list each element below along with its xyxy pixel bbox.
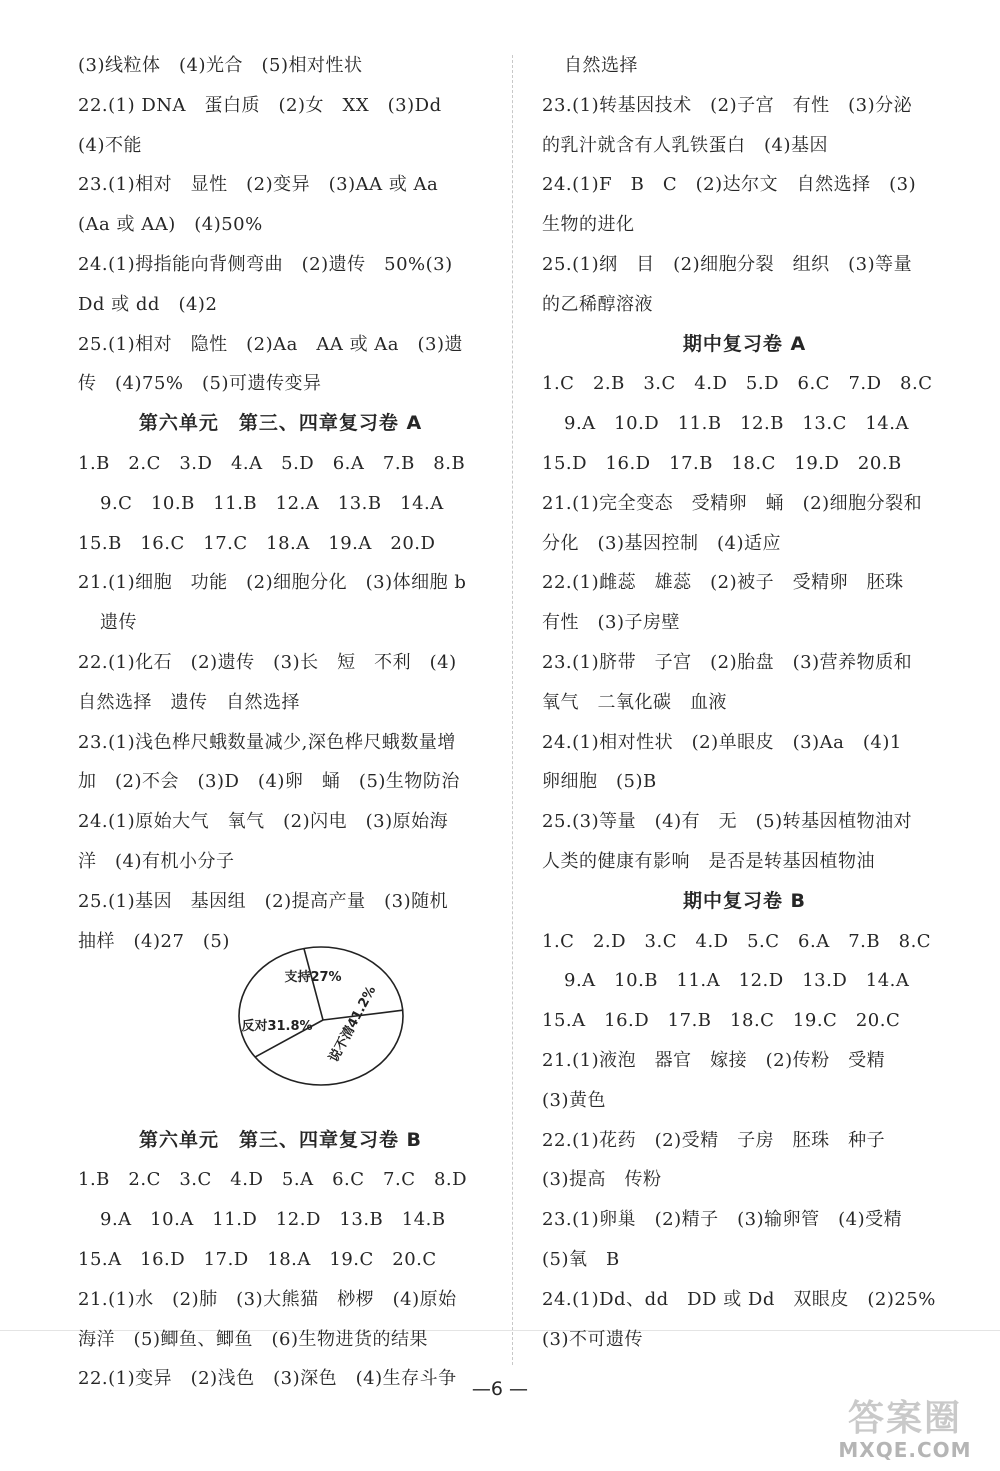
left-answer-line: 抽样 (4)27 (5): [78, 930, 230, 952]
left-answer-line: 21.(1)细胞 功能 (2)细胞分化 (3)体细胞 b: [78, 572, 467, 594]
left-answer-line: 23.(1)相对 显性 (2)变异 (3)AA 或 Aa: [78, 174, 439, 196]
survey-pie-chart: [236, 945, 406, 1087]
page-number: —6 —: [471, 1378, 529, 1400]
right-answer-line: 25.(3)等量 (4)有 无 (5)转基因植物油对: [542, 811, 913, 833]
left-answer-line: 自然选择 遗传 自然选择: [78, 691, 300, 713]
right-answer-line: 卵细胞 (5)B: [542, 771, 657, 793]
right-answer-line: 分化 (3)基因控制 (4)适应: [542, 532, 781, 554]
watermark-logo-text: 答案圈: [847, 1398, 962, 1439]
left-answer-line: Dd 或 dd (4)2: [78, 293, 218, 315]
right-answer-line: 生物的进化: [542, 214, 635, 236]
right-answer-line: 15.A 16.D 17.B 18.C 19.C 20.C: [542, 1010, 901, 1032]
site-watermark: [815, 1400, 995, 1470]
right-answer-line: 24.(1)F B C (2)达尔文 自然选择 (3): [542, 174, 917, 196]
left-answer-line: (4)不能: [78, 134, 142, 156]
right-answer-column: [542, 46, 947, 1359]
left-answer-line: 传 (4)75% (5)可遗传变异: [78, 373, 322, 395]
left-answer-line: 洋 (4)有机小分子: [78, 850, 235, 872]
pie-slice-label: 反对31.8%: [241, 1019, 313, 1034]
right-answer-line: 23.(1)脐带 子宫 (2)胎盘 (3)营养物质和: [542, 651, 913, 673]
left-answer-line: 1.B 2.C 3.D 4.A 5.D 6.A 7.B 8.B: [78, 452, 466, 474]
pie-slice-label: 支持27%: [284, 970, 342, 985]
left-answer-line: 23.(1)浅色桦尺蛾数量减少,深色桦尺蛾数量增: [78, 731, 456, 753]
left-answer-line: 22.(1) DNA 蛋白质 (2)女 XX (3)Dd: [78, 94, 442, 116]
pie-outline: [239, 947, 403, 1085]
left-section-heading: 第六单元 第三、四章复习卷 B: [138, 1128, 423, 1151]
right-answer-line: 22.(1)雌蕊 雄蕊 (2)被子 受精卵 胚珠: [542, 572, 904, 594]
right-section-heading: 期中复习卷 B: [682, 889, 807, 912]
right-answer-line: 有性 (3)子房壁: [542, 612, 680, 634]
right-answer-line: 23.(1)转基因技术 (2)子宫 有性 (3)分泌: [542, 94, 913, 116]
left-answer-line: (Aa 或 AA) (4)50%: [78, 214, 263, 236]
right-answer-line: (3)黄色: [542, 1089, 606, 1111]
right-section-heading: 期中复习卷 A: [682, 332, 807, 355]
left-answer-line: 1.B 2.C 3.C 4.D 5.A 6.C 7.C 8.D: [78, 1169, 468, 1191]
left-answer-line: 遗传: [100, 612, 137, 634]
left-answer-line: 25.(1)基因 基因组 (2)提高产量 (3)随机: [78, 890, 449, 912]
left-answer-line: 24.(1)拇指能向背侧弯曲 (2)遗传 50%(3): [78, 253, 453, 275]
watermark-url: MXQE.COM: [838, 1438, 972, 1462]
right-answer-line: 22.(1)花药 (2)受精 子房 胚珠 种子: [542, 1129, 886, 1151]
left-answer-line: 9.C 10.B 11.B 12.A 13.B 14.A: [100, 492, 444, 514]
left-section-heading: 第六单元 第三、四章复习卷 A: [138, 412, 423, 435]
right-answer-line: (5)氧 B: [542, 1248, 620, 1270]
left-answer-line: 24.(1)原始大气 氧气 (2)闪电 (3)原始海: [78, 811, 449, 833]
right-answer-line: 25.(1)纲 目 (2)细胞分裂 组织 (3)等量: [542, 253, 913, 275]
right-answer-line: 自然选择: [564, 55, 638, 76]
right-answer-line: 9.A 10.D 11.B 12.B 13.C 14.A: [564, 413, 909, 435]
left-answer-line: 21.(1)水 (2)肺 (3)大熊猫 桫椤 (4)原始: [78, 1288, 457, 1310]
right-answer-line: (3)不可遗传: [542, 1328, 643, 1350]
pie-slice-label: 说不清41.2%: [326, 983, 380, 1066]
right-answer-line: 21.(1)完全变态 受精卵 蛹 (2)细胞分裂和: [542, 492, 923, 514]
right-answer-line: 氧气 二氧化碳 血液: [542, 691, 727, 713]
left-answer-line: 25.(1)相对 隐性 (2)Aa AA 或 Aa (3)遗: [78, 333, 464, 355]
right-answer-line: 21.(1)液泡 器官 嫁接 (2)传粉 受精: [542, 1049, 886, 1071]
left-answer-line: 加 (2)不会 (3)D (4)卵 蛹 (5)生物防治: [78, 771, 460, 793]
right-answer-line: 9.A 10.B 11.A 12.D 13.D 14.A: [564, 970, 910, 992]
left-answer-line: 22.(1)化石 (2)遗传 (3)长 短 不利 (4): [78, 651, 457, 673]
left-answer-column: [78, 46, 483, 1399]
right-answer-line: 1.C 2.D 3.C 4.D 5.C 6.A 7.B 8.C: [542, 930, 932, 952]
right-answer-line: 的乳汁就含有人乳铁蛋白 (4)基因: [542, 134, 828, 156]
right-answer-line: 24.(1)Dd、dd DD 或 Dd 双眼皮 (2)25%: [542, 1288, 936, 1310]
left-answer-line: 9.A 10.A 11.D 12.D 13.B 14.B: [100, 1209, 446, 1231]
left-answer-line: 15.B 16.C 17.C 18.A 19.A 20.D: [78, 532, 436, 554]
left-answer-line: 22.(1)变异 (2)浅色 (3)深色 (4)生存斗争: [78, 1368, 457, 1390]
left-answer-line: 15.A 16.D 17.D 18.A 19.C 20.C: [78, 1248, 437, 1270]
right-answer-line: 24.(1)相对性状 (2)单眼皮 (3)Aa (4)1: [542, 731, 902, 753]
left-answer-line: (3)线粒体 (4)光合 (5)相对性状: [78, 55, 363, 76]
column-divider: [512, 55, 513, 1365]
right-answer-line: 15.D 16.D 17.B 18.C 19.D 20.B: [542, 452, 902, 474]
right-answer-line: 人类的健康有影响 是否是转基因植物油: [542, 850, 875, 872]
right-answer-line: 的乙稀醇溶液: [542, 293, 653, 315]
right-answer-line: 23.(1)卵巢 (2)精子 (3)输卵管 (4)受精: [542, 1209, 903, 1231]
right-answer-line: 1.C 2.B 3.C 4.D 5.D 6.C 7.D 8.C: [542, 373, 933, 395]
right-answer-line: (3)提高 传粉: [542, 1169, 662, 1191]
left-answer-line: 海洋 (5)鲫鱼、鲫鱼 (6)生物进货的结果: [78, 1328, 428, 1350]
